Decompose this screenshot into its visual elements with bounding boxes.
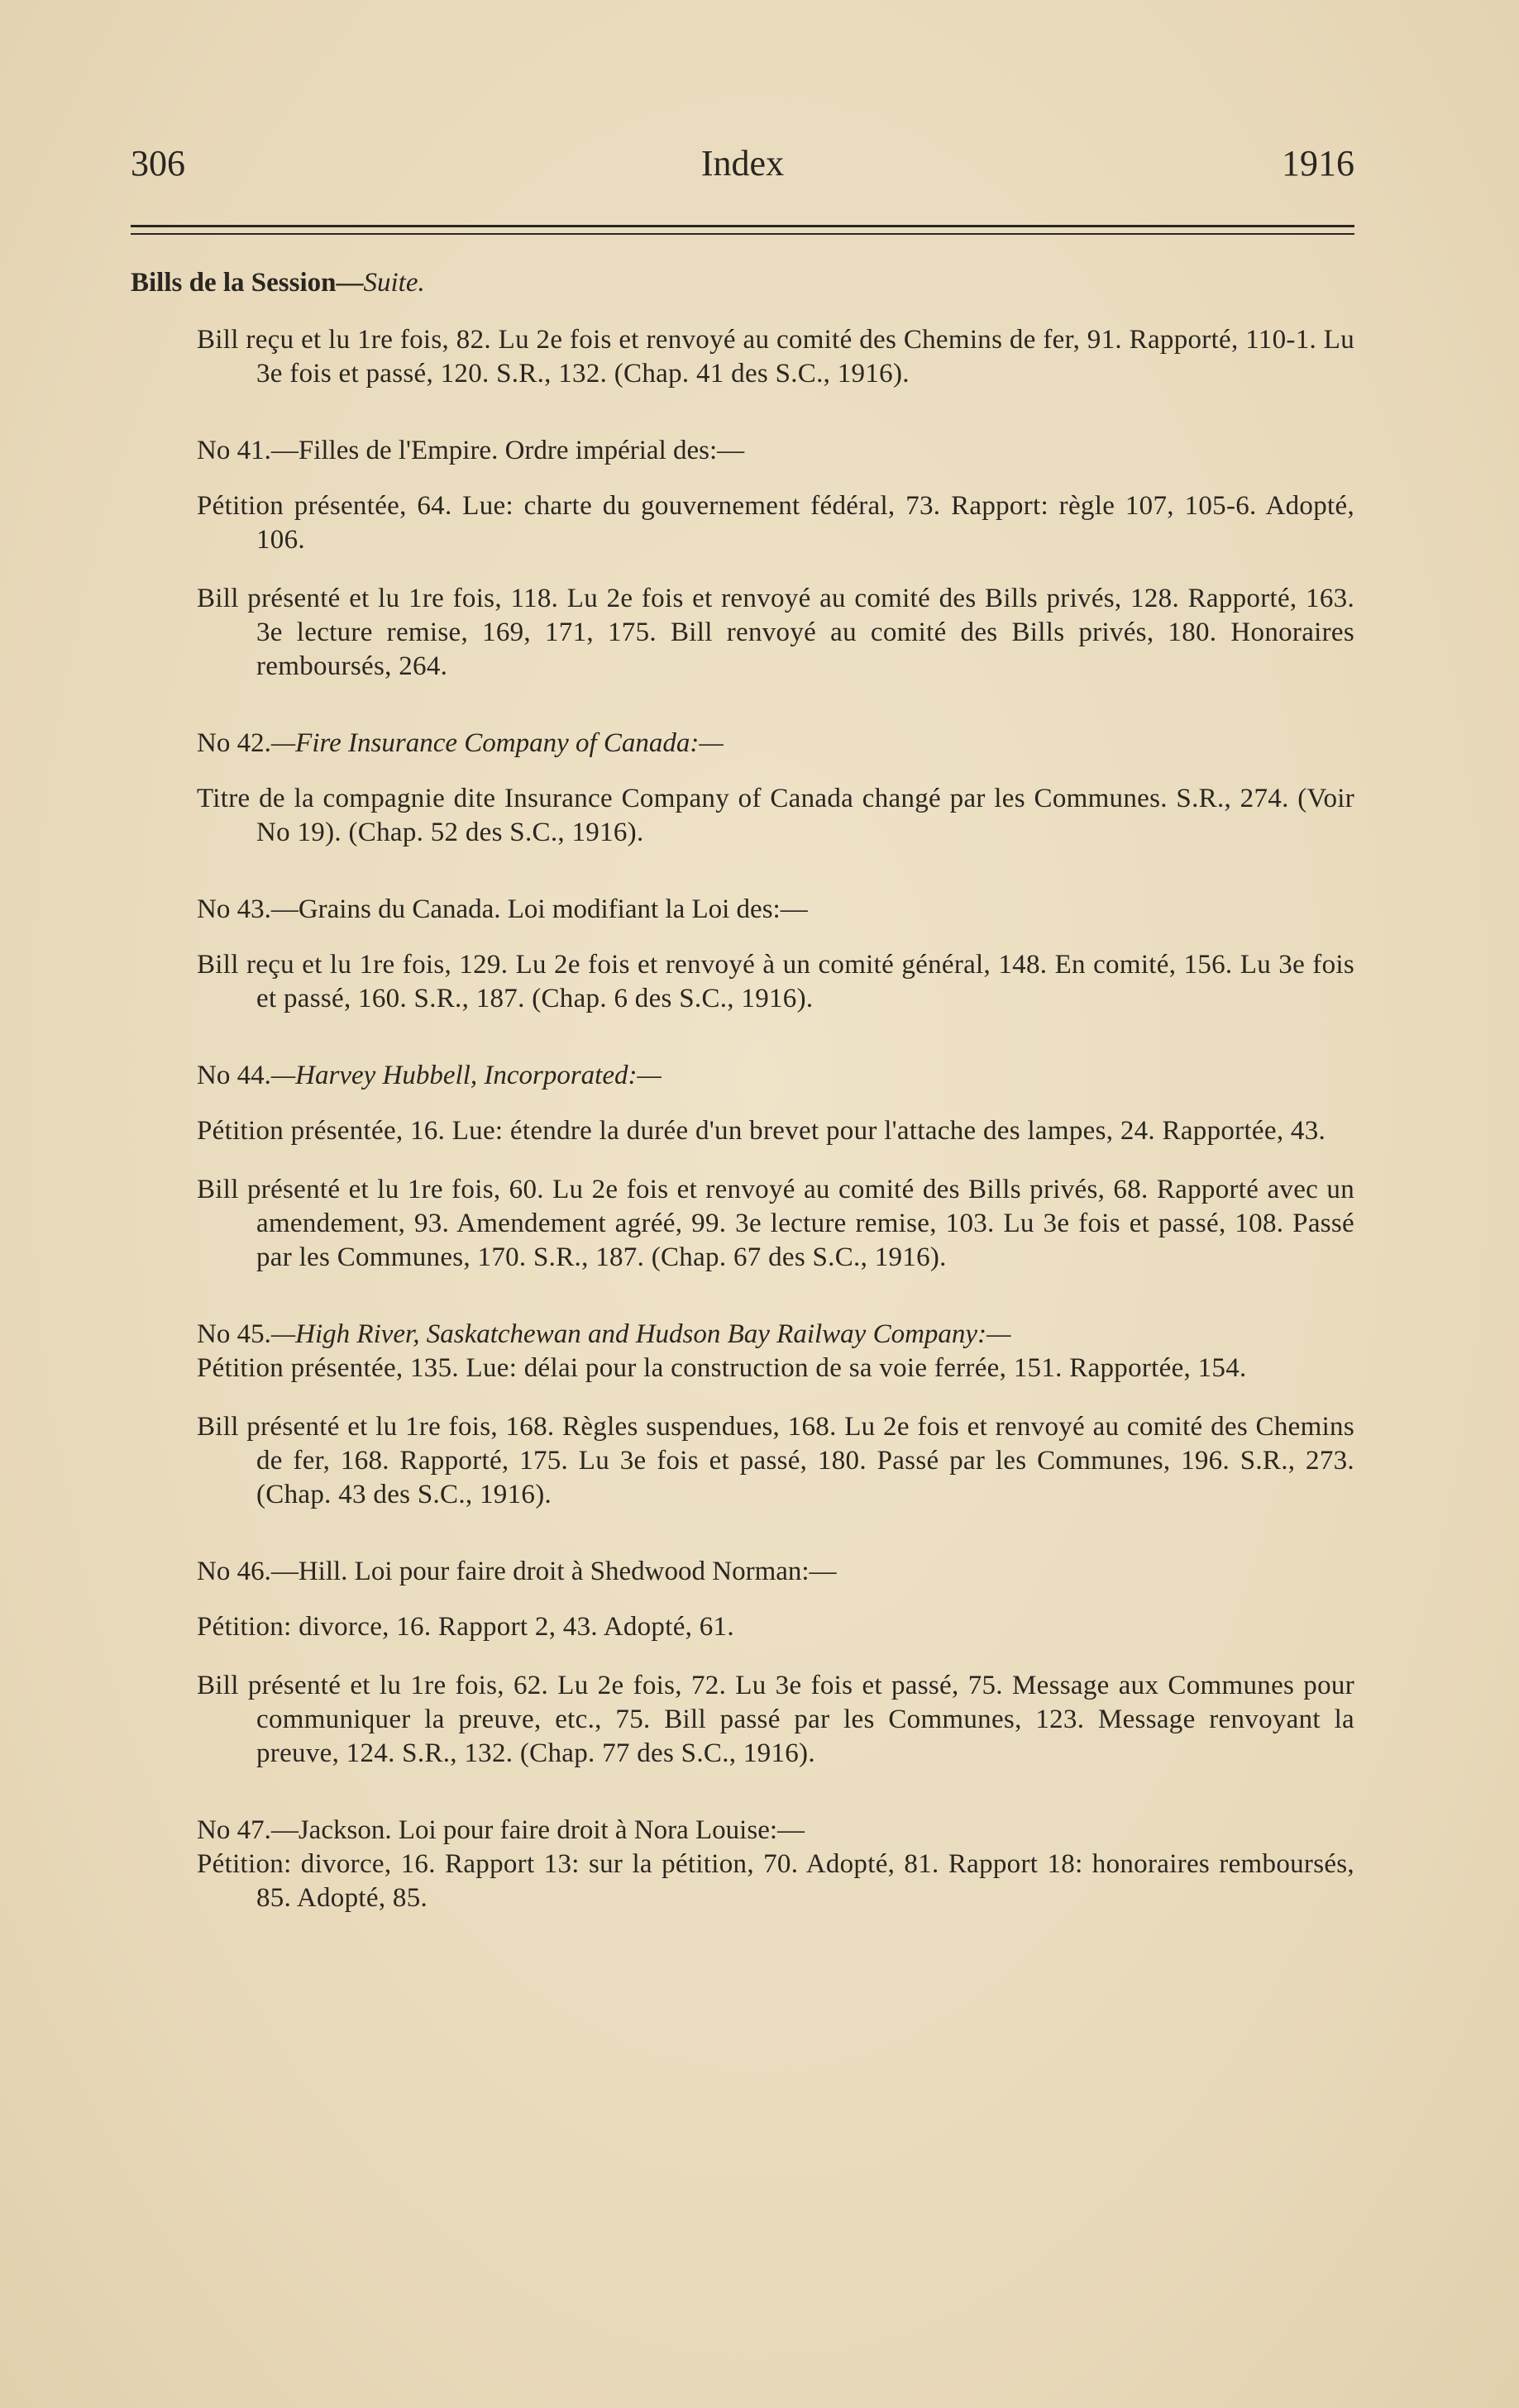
section-heading bbox=[131, 266, 1354, 300]
entry-paragraph: Pétition présentée, 64. Lue: charte du gouvernement fédéral, 73. Rapport: règle 107, 105-6. Adopté, 106. bbox=[197, 491, 1354, 555]
entry-title: —Harvey Hubbell, Incorporated:— bbox=[270, 1061, 662, 1090]
entry-title: —Grains du Canada. Loi modifiant la Loi des:— bbox=[270, 894, 808, 924]
index-entry bbox=[131, 1555, 1354, 1771]
entry-number: No 46. bbox=[197, 1557, 271, 1586]
entry-heading bbox=[197, 1059, 1354, 1093]
index-entry bbox=[131, 434, 1354, 684]
entry-heading bbox=[197, 1318, 1354, 1352]
entry-number: No 47. bbox=[197, 1815, 271, 1845]
entry-number: No 41. bbox=[197, 436, 271, 465]
index-content bbox=[131, 266, 1354, 1940]
section-title: Bills de la Session— bbox=[131, 268, 364, 298]
entry-title: —Fire Insurance Company of Canada:— bbox=[270, 728, 724, 758]
page-number: 306 bbox=[131, 143, 185, 184]
entry-paragraph: Pétition présentée, 16. Lue: étendre la durée d'un brevet pour l'attache des lampes, 24. Rapportée, 43. bbox=[197, 1116, 1326, 1146]
header-rule-bottom bbox=[131, 233, 1354, 235]
entry-paragraph: Titre de la compagnie dite Insurance Company of Canada changé par les Communes. S.R., 274. (Voir No 19). (Chap. 52 des S.C., 1916). bbox=[197, 784, 1354, 847]
entry-paragraph: Bill reçu et lu 1re fois, 129. Lu 2e fois et renvoyé à un comité général, 148. En comité, 156. Lu 3e fois et passé, 160. S.R., 187. (Chap. 6 des S.C., 1916). bbox=[197, 950, 1354, 1013]
entry-number: No 44. bbox=[197, 1061, 271, 1090]
entry-paragraph: Pétition: divorce, 16. Rapport 2, 43. Adopté, 61. bbox=[197, 1612, 734, 1642]
entry-paragraph: Bill présenté et lu 1re fois, 62. Lu 2e fois, 72. Lu 3e fois et passé, 75. Message aux Communes pour communiquer la preuve, etc., 75. Bill passé par les Communes, 123. Message renvoyant la preuve, 124. S.R., 132. (Chap. 77 des S.C., 1916). bbox=[197, 1671, 1354, 1768]
index-entry bbox=[131, 1059, 1354, 1275]
index-entry bbox=[131, 1814, 1354, 1915]
page-title: Index bbox=[700, 143, 785, 184]
index-entry bbox=[131, 1318, 1354, 1512]
section-suite: Suite. bbox=[363, 268, 425, 298]
entry-paragraph: Bill présenté et lu 1re fois, 60. Lu 2e fois et renvoyé au comité des Bills privés, 68. Rapporté avec un amendement, 93. Amendement agréé, 99. 3e lecture remise, 103. Lu 3e fois et passé, 108. Passé par les Communes, 170. S.R., 187. (Chap. 67 des S.C., 1916). bbox=[197, 1175, 1354, 1272]
entry-heading bbox=[197, 893, 1354, 927]
entry-number: No 42. bbox=[197, 728, 271, 758]
page-header bbox=[131, 142, 1354, 192]
header-rule-top bbox=[131, 225, 1354, 227]
index-entry bbox=[131, 893, 1354, 1016]
index-entry bbox=[131, 727, 1354, 850]
entry-heading bbox=[197, 1555, 1354, 1589]
entry-title: —Jackson. Loi pour faire droit à Nora Louise:— bbox=[270, 1815, 805, 1845]
entry-heading bbox=[197, 1814, 1354, 1848]
entry-paragraph: Bill présenté et lu 1re fois, 118. Lu 2e fois et renvoyé au comité des Bills privés, 128. Rapporté, 163. 3e lecture remise, 169, 171, 175. Bill renvoyé au comité des Bills privés, 180. Honoraires remboursés, 264. bbox=[197, 584, 1354, 681]
entry-title: —Hill. Loi pour faire droit à Shedwood Norman:— bbox=[270, 1557, 837, 1586]
page-year: 1916 bbox=[1282, 143, 1354, 184]
intro-paragraph: Bill reçu et lu 1re fois, 82. Lu 2e fois et renvoyé au comité des Chemins de fer, 91. Rapporté, 110-1. Lu 3e fois et passé, 120. S.R., 132. (Chap. 41 des S.C., 1916). bbox=[197, 325, 1354, 389]
entry-title: —Filles de l'Empire. Ordre impérial des:— bbox=[270, 436, 745, 465]
entry-heading bbox=[197, 434, 1354, 468]
entry-heading bbox=[197, 727, 1354, 761]
entry-number: No 45. bbox=[197, 1319, 271, 1349]
entry-paragraph: Bill présenté et lu 1re fois, 168. Règles suspendues, 168. Lu 2e fois et renvoyé au comité des Chemins de fer, 168. Rapporté, 175. Lu 3e fois et passé, 180. Passé par les Communes, 196. S.R., 273. (Chap. 43 des S.C., 1916). bbox=[197, 1412, 1354, 1509]
entry-title: —High River, Saskatchewan and Hudson Bay Railway Company:— bbox=[270, 1319, 1011, 1349]
entry-number: No 43. bbox=[197, 894, 271, 924]
entry-paragraph: Pétition présentée, 135. Lue: délai pour la construction de sa voie ferrée, 151. Rapportée, 154. bbox=[197, 1353, 1247, 1383]
entry-paragraph: Pétition: divorce, 16. Rapport 13: sur la pétition, 70. Adopté, 81. Rapport 18: honoraires remboursés, 85. Adopté, 85. bbox=[197, 1849, 1354, 1913]
